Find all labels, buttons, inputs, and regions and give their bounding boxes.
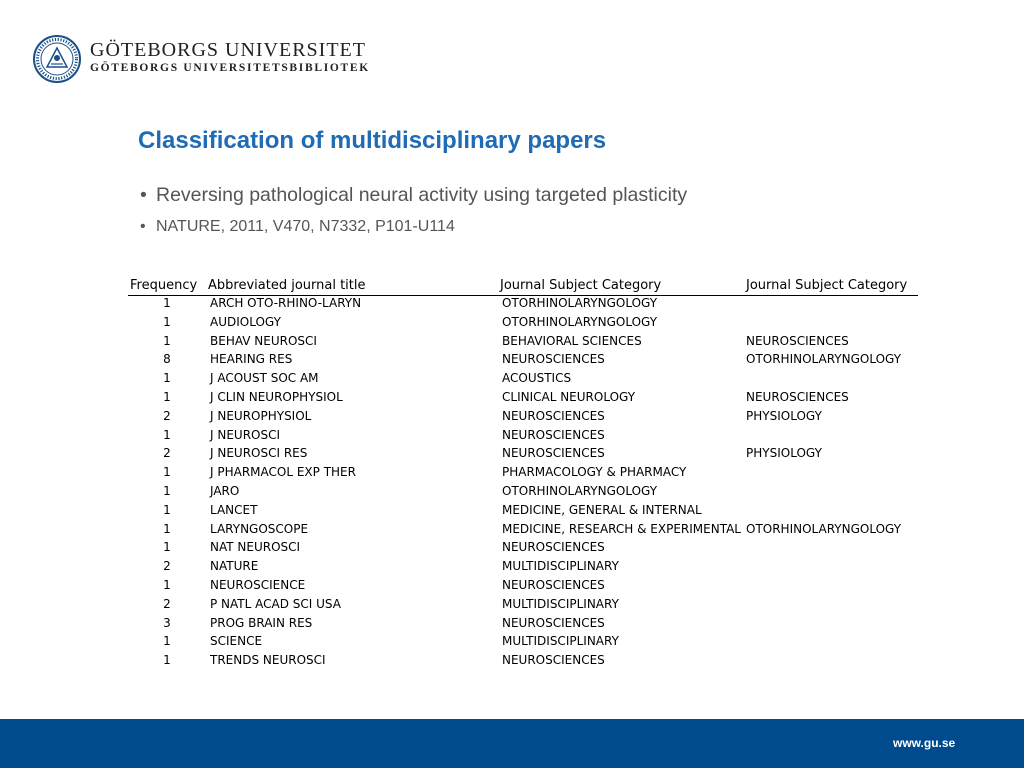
cell-subject-category-2	[744, 616, 918, 635]
header-journal-title: Abbreviated journal title	[206, 276, 498, 296]
cell-subject-category-1: NEUROSCIENCES	[502, 577, 605, 592]
cell-journal-title: ARCH OTO-RHINO-LARYN	[210, 296, 362, 310]
website-url[interactable]: www.gu.se	[893, 736, 956, 750]
cell-subject-category-1: NEUROSCIENCES	[502, 427, 605, 442]
cell-journal-title: SCIENCE	[210, 634, 263, 649]
table-row	[128, 578, 918, 597]
cell-subject-category-1: MULTIDISCIPLINARY	[502, 634, 619, 649]
table-row	[128, 597, 918, 616]
table-row	[128, 315, 918, 334]
cell-frequency: 2	[163, 446, 171, 461]
cell-journal-title: BEHAV NEUROSCI	[210, 333, 317, 348]
cell-subject-category-1: PHARMACOLOGY & PHARMACY	[502, 465, 687, 480]
table-row	[128, 371, 918, 390]
cell-frequency: 1	[163, 577, 171, 592]
cell-subject-category-2: NEUROSCIENCES	[746, 389, 849, 404]
cell-subject-category-1: MEDICINE, GENERAL & INTERNAL	[502, 502, 702, 517]
cell-journal-title: J ACOUST SOC AM	[210, 371, 319, 386]
cell-journal-title: NAT NEUROSCI	[210, 540, 301, 555]
cell-frequency: 1	[163, 371, 171, 386]
cell-frequency: 1	[163, 427, 171, 442]
cell-journal-title: PROG BRAIN RES	[210, 615, 313, 630]
table-row	[128, 465, 918, 484]
cell-journal-title: TRENDS NEUROSCI	[210, 653, 326, 668]
cell-subject-category-2	[744, 540, 918, 559]
cell-journal-title: J NEUROSCI	[210, 427, 281, 442]
cell-journal-title: NEUROSCIENCE	[210, 577, 306, 592]
cell-subject-category-1: NEUROSCIENCES	[502, 540, 605, 555]
cell-journal-title: NATURE	[210, 559, 259, 574]
cell-subject-category-2	[744, 296, 918, 315]
cell-journal-title: AUDIOLOGY	[210, 314, 281, 329]
cell-frequency: 1	[163, 465, 171, 480]
table-row	[128, 296, 918, 315]
cell-journal-title: J NEUROPHYSIOL	[210, 408, 312, 423]
cell-subject-category-1: NEUROSCIENCES	[502, 408, 605, 423]
cell-frequency: 1	[163, 521, 171, 536]
cell-subject-category-2	[744, 578, 918, 597]
table-row	[128, 446, 918, 465]
table-row	[128, 653, 918, 672]
table-row	[128, 409, 918, 428]
cell-journal-title: LARYNGOSCOPE	[210, 521, 309, 536]
table-row	[128, 352, 918, 371]
cell-subject-category-1: ACOUSTICS	[502, 371, 572, 386]
cell-subject-category-2	[744, 597, 918, 616]
cell-frequency: 1	[163, 634, 171, 649]
cell-journal-title: HEARING RES	[210, 352, 293, 367]
cell-subject-category-2	[744, 503, 918, 522]
cell-subject-category-1: MULTIDISCIPLINARY	[502, 559, 619, 574]
table-row	[128, 616, 918, 635]
table-row	[128, 334, 918, 353]
footer-bar	[0, 719, 1024, 768]
cell-frequency: 2	[163, 596, 171, 611]
cell-journal-title: J CLIN NEUROPHYSIOL	[210, 389, 343, 404]
cell-subject-category-1: NEUROSCIENCES	[502, 446, 605, 461]
cell-frequency: 2	[163, 559, 171, 574]
cell-subject-category-1: NEUROSCIENCES	[502, 352, 605, 367]
header-frequency: Frequency	[128, 276, 206, 296]
cell-subject-category-1: NEUROSCIENCES	[502, 615, 605, 630]
cell-subject-category-2	[744, 371, 918, 390]
cell-subject-category-2	[744, 315, 918, 334]
cell-frequency: 1	[163, 314, 171, 329]
cell-subject-category-2: NEUROSCIENCES	[746, 333, 849, 348]
cell-subject-category-2: PHYSIOLOGY	[746, 446, 822, 461]
table-row	[128, 484, 918, 503]
cell-subject-category-2: OTORHINOLARYNGOLOGY	[746, 521, 902, 536]
cell-subject-category-2: PHYSIOLOGY	[746, 408, 822, 423]
cell-subject-category-2	[744, 428, 918, 447]
cell-subject-category-1: OTORHINOLARYNGOLOGY	[502, 296, 658, 310]
cell-subject-category-2	[744, 653, 918, 672]
table-row	[128, 559, 918, 578]
header-subject-category-2: Journal Subject Category	[744, 276, 918, 296]
bullet-text: Reversing pathological neural activity using targeted plasticity	[156, 184, 688, 206]
university-name: GÖTEBORGS UNIVERSITET	[90, 39, 366, 61]
cell-subject-category-2	[744, 465, 918, 484]
cell-subject-category-1: CLINICAL NEUROLOGY	[502, 389, 636, 404]
library-name: GÖTEBORGS UNIVERSITETSBIBLIOTEK	[90, 62, 370, 74]
bullet-dot-icon: •	[140, 218, 146, 235]
cell-subject-category-1: BEHAVIORAL SCIENCES	[502, 333, 642, 348]
cell-subject-category-2	[744, 484, 918, 503]
cell-frequency: 1	[163, 653, 171, 668]
cell-subject-category-1: MEDICINE, RESEARCH & EXPERIMENTAL	[502, 521, 741, 536]
bullet-citation	[140, 218, 455, 236]
cell-subject-category-1: OTORHINOLARYNGOLOGY	[502, 483, 658, 498]
bullet-text: NATURE, 2011, V470, N7332, P101-U114	[156, 218, 455, 235]
cell-journal-title: P NATL ACAD SCI USA	[210, 596, 341, 611]
cell-journal-title: J NEUROSCI RES	[210, 446, 308, 461]
journal-classification-table	[128, 276, 918, 672]
bullet-paper-title	[140, 184, 687, 207]
table-row	[128, 522, 918, 541]
table-header-row	[128, 276, 918, 296]
table-row	[128, 390, 918, 409]
cell-frequency: 1	[163, 483, 171, 498]
university-seal-logo	[32, 34, 82, 89]
cell-frequency: 2	[163, 408, 171, 423]
cell-subject-category-1: OTORHINOLARYNGOLOGY	[502, 314, 658, 329]
cell-frequency: 3	[163, 615, 171, 630]
slide-title: Classification of multidisciplinary papers	[138, 127, 607, 154]
table-row	[128, 634, 918, 653]
table-row	[128, 503, 918, 522]
cell-frequency: 1	[163, 389, 171, 404]
cell-frequency: 1	[163, 502, 171, 517]
table-row	[128, 540, 918, 559]
bullet-dot-icon: •	[140, 184, 147, 206]
cell-frequency: 1	[163, 333, 171, 348]
cell-frequency: 8	[163, 352, 171, 367]
cell-subject-category-2	[744, 559, 918, 578]
cell-subject-category-2	[744, 634, 918, 653]
cell-subject-category-1: MULTIDISCIPLINARY	[502, 596, 619, 611]
cell-subject-category-2: OTORHINOLARYNGOLOGY	[746, 352, 902, 367]
cell-frequency: 1	[163, 296, 171, 310]
cell-journal-title: LANCET	[210, 502, 258, 517]
cell-subject-category-1: NEUROSCIENCES	[502, 653, 605, 668]
table-row	[128, 428, 918, 447]
cell-journal-title: JARO	[210, 483, 240, 498]
cell-frequency: 1	[163, 540, 171, 555]
cell-journal-title: J PHARMACOL EXP THER	[210, 465, 356, 480]
table-body	[128, 296, 918, 672]
header-subject-category-1: Journal Subject Category	[498, 276, 744, 296]
